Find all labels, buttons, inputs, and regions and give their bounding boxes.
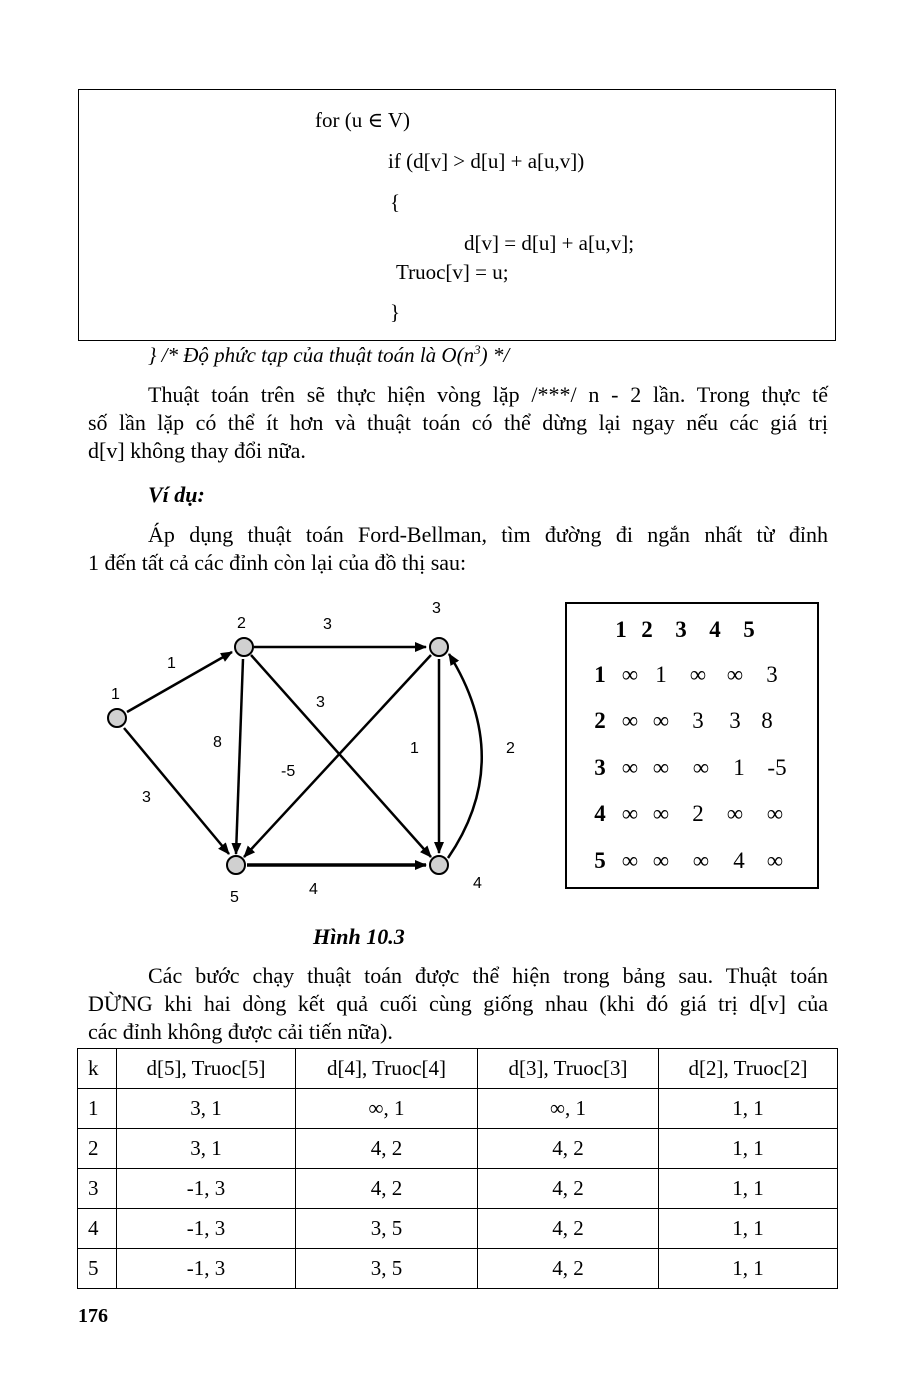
node-label-2: 2 bbox=[237, 615, 246, 632]
matrix-row-label-1: 1 bbox=[594, 662, 606, 687]
matrix-cell: ∞ bbox=[726, 801, 744, 826]
weight-label-1-5: 3 bbox=[142, 789, 151, 806]
matrix-cell: ∞ bbox=[652, 848, 670, 873]
paragraph-steps-intro: Các bước chạy thuật toán được thể hiện trong bảng sau. Thuật toán DỪNG khi hai dòng kết quả cuối cùng giống nhau (khi đó giá trị d[v] của các đỉnh không được cải tiến nữa). bbox=[88, 963, 828, 1044]
matrix-cell: 3 bbox=[692, 708, 704, 733]
table-cell: 1 bbox=[78, 1089, 117, 1129]
code-line-if: if (d[v] > d[u] + a[u,v]) bbox=[388, 149, 585, 173]
graph-node-4 bbox=[430, 856, 448, 874]
matrix-cell: 3 bbox=[729, 708, 741, 733]
graph-node-1 bbox=[108, 709, 126, 727]
table-cell: 3 bbox=[78, 1169, 117, 1209]
table-cell: -1, 3 bbox=[117, 1209, 296, 1249]
weight-label-3-5: -5 bbox=[281, 763, 296, 780]
matrix-cell: ∞ bbox=[726, 662, 744, 687]
matrix-cell: ∞ bbox=[692, 755, 710, 780]
matrix-header-3: 3 bbox=[675, 617, 687, 642]
table-cell: 1, 1 bbox=[659, 1169, 838, 1209]
matrix-cell: 4 bbox=[733, 848, 745, 873]
page-number: 176 bbox=[78, 1305, 108, 1327]
edge-1-2 bbox=[127, 652, 232, 712]
matrix-row-label-2: 2 bbox=[594, 708, 606, 733]
example-heading: Ví dụ: bbox=[148, 482, 205, 507]
table-cell: 1, 1 bbox=[659, 1249, 838, 1289]
table-cell: 4 bbox=[78, 1209, 117, 1249]
matrix-cell: 2 bbox=[692, 801, 704, 826]
code-complexity-comment: } /* Độ phức tạp của thuật toán là $O(n^3)$ */ bbox=[148, 342, 510, 367]
steps-table bbox=[77, 1048, 838, 1289]
table-cell: 1, 1 bbox=[659, 1089, 838, 1129]
table-cell: 4, 2 bbox=[296, 1169, 478, 1209]
table-cell: 5 bbox=[78, 1249, 117, 1289]
table-header-cell: d[3], Truoc[3] bbox=[478, 1049, 659, 1089]
table-cell: 3, 5 bbox=[296, 1249, 478, 1289]
table-cell: 4, 2 bbox=[296, 1129, 478, 1169]
matrix-header-1: 1 bbox=[615, 617, 627, 642]
matrix-row-label-5: 5 bbox=[594, 848, 606, 873]
code-line-for: for (u ∈ V) bbox=[315, 108, 411, 132]
table-header-cell: d[2], Truoc[2] bbox=[659, 1049, 838, 1089]
graph-node-2 bbox=[235, 638, 253, 656]
table-cell: 4, 2 bbox=[478, 1249, 659, 1289]
matrix-row-label-4: 4 bbox=[594, 801, 606, 826]
matrix-cell: ∞ bbox=[692, 848, 710, 873]
weight-label-2-4: 3 bbox=[316, 694, 325, 711]
table-cell: -1, 3 bbox=[117, 1249, 296, 1289]
table-cell: 3, 5 bbox=[296, 1209, 478, 1249]
weight-label-5-4: 4 bbox=[309, 881, 318, 898]
matrix-cell: 1 bbox=[655, 662, 667, 687]
matrix-cell: ∞ bbox=[621, 708, 639, 733]
table-cell: 4, 2 bbox=[478, 1169, 659, 1209]
code-line-open-brace: { bbox=[390, 190, 401, 214]
matrix-cell: ∞ bbox=[621, 848, 639, 873]
weight-label-1-2: 1 bbox=[167, 655, 176, 672]
matrix-cell: ∞ bbox=[621, 755, 639, 780]
code-line-close-brace: } bbox=[390, 300, 401, 324]
table-cell: 4, 2 bbox=[478, 1129, 659, 1169]
paragraph-loop-note: Thuật toán trên sẽ thực hiện vòng lặp /***/ n - 2 lần. Trong thực tế số lần lặp có thể ít hơn và thuật toán có thể dừng lại ngay nếu các giá trị d[v] không thay đổi nữa. bbox=[88, 382, 828, 463]
table-row bbox=[78, 1169, 838, 1209]
edge-2-5 bbox=[236, 659, 243, 854]
matrix-row-label-3: 3 bbox=[594, 755, 606, 780]
table-header-row bbox=[78, 1049, 838, 1089]
matrix-cell: -5 bbox=[767, 755, 787, 780]
table-cell: ∞, 1 bbox=[296, 1089, 478, 1129]
table-cell: 1, 1 bbox=[659, 1209, 838, 1249]
matrix-cell: ∞ bbox=[766, 848, 784, 873]
table-row bbox=[78, 1089, 838, 1129]
table-cell: 2 bbox=[78, 1129, 117, 1169]
code-line-truoc: Truoc[v] = u; bbox=[396, 260, 509, 284]
matrix-cell: 3 bbox=[766, 662, 778, 687]
matrix-header-4: 4 bbox=[709, 617, 721, 642]
table-cell: -1, 3 bbox=[117, 1169, 296, 1209]
graph-node-3 bbox=[430, 638, 448, 656]
paragraph-example: Áp dụng thuật toán Ford-Bellman, tìm đường đi ngắn nhất từ đỉnh 1 đến tất cả các đỉnh còn lại của đồ thị sau: bbox=[88, 522, 828, 575]
figure-caption: Hình 10.3 bbox=[313, 924, 405, 949]
table-header-cell: d[4], Truoc[4] bbox=[296, 1049, 478, 1089]
matrix-cell: ∞ bbox=[766, 801, 784, 826]
weight-label-2-3: 3 bbox=[323, 616, 332, 633]
matrix-cell: ∞ bbox=[652, 708, 670, 733]
table-cell: 3, 1 bbox=[117, 1129, 296, 1169]
matrix-cell: ∞ bbox=[652, 801, 670, 826]
matrix-cell: 1 bbox=[733, 755, 745, 780]
code-line-assign: d[v] = d[u] + a[u,v]; bbox=[464, 231, 635, 255]
node-label-5: 5 bbox=[230, 889, 239, 906]
matrix-header-5: 5 bbox=[743, 617, 755, 642]
weight-label-2-5: 8 bbox=[213, 734, 222, 751]
weight-label-3-4: 1 bbox=[410, 740, 419, 757]
table-header-cell: d[5], Truoc[5] bbox=[117, 1049, 296, 1089]
table-row bbox=[78, 1209, 838, 1249]
table-row bbox=[78, 1249, 838, 1289]
graph-node-5 bbox=[227, 856, 245, 874]
matrix-cell: ∞ bbox=[652, 755, 670, 780]
table-header-cell: k bbox=[78, 1049, 117, 1089]
matrix-header-2: 2 bbox=[641, 617, 653, 642]
table-cell: 4, 2 bbox=[478, 1209, 659, 1249]
adjacency-matrix bbox=[565, 602, 819, 889]
table-cell: ∞, 1 bbox=[478, 1089, 659, 1129]
node-label-1: 1 bbox=[111, 686, 120, 703]
edge-4-3 bbox=[448, 654, 482, 858]
matrix-cell: 8 bbox=[761, 708, 773, 733]
table-row bbox=[78, 1129, 838, 1169]
matrix-cell: ∞ bbox=[621, 801, 639, 826]
weight-label-4-3: 2 bbox=[506, 740, 515, 757]
table-cell: 3, 1 bbox=[117, 1089, 296, 1129]
matrix-cell: ∞ bbox=[689, 662, 707, 687]
table-cell: 1, 1 bbox=[659, 1129, 838, 1169]
node-label-4: 4 bbox=[473, 875, 482, 892]
matrix-cell: ∞ bbox=[621, 662, 639, 687]
node-label-3: 3 bbox=[432, 600, 441, 617]
